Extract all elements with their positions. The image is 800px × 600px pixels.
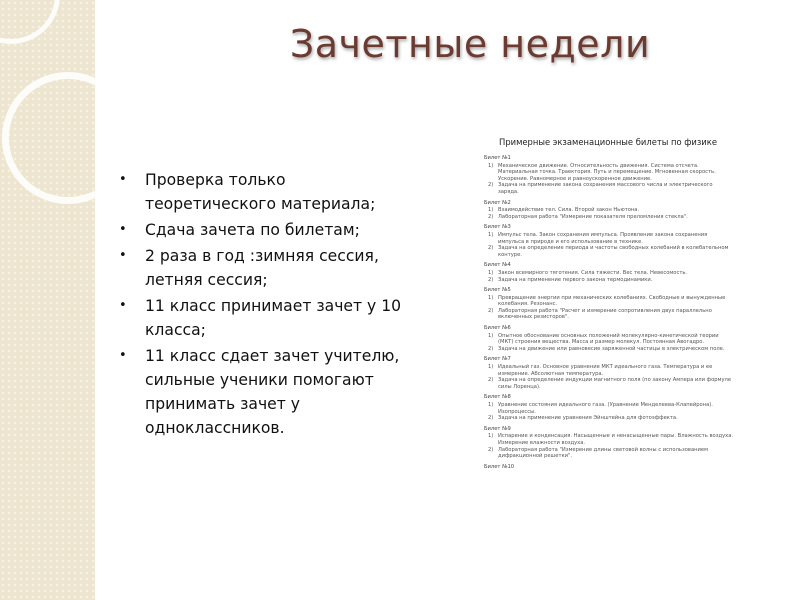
ticket-item-number: 2): [488, 213, 494, 220]
ticket-section: [482, 155, 734, 196]
ticket-item-number: 1): [488, 433, 494, 440]
ticket-item-number: 2): [488, 446, 494, 453]
bullet-item: [118, 344, 418, 440]
ticket-item-text: Превращение энергии при механических колебаниях. Свободные и вынужденные колебания. Резонанс.: [498, 294, 726, 308]
ticket-item-text: Задача на определение периода и частоты свободных колебаний в колебательном контуре.: [498, 245, 729, 258]
ticket-item: [488, 214, 734, 221]
ticket-item: [488, 415, 734, 422]
ticket-label: Билет №1: [484, 155, 511, 161]
ticket-item: [488, 232, 734, 245]
ticket-item-text: Лабораторная работа "Измерение показателя преломления стекла".: [498, 213, 688, 220]
bullet-item: [118, 218, 418, 242]
bullet-item: [118, 244, 418, 292]
bullet-icon: •: [119, 222, 127, 237]
ticket-item-text: Уравнение состояния идеального газа. (Уравнение Менделеева-Клапейрона). Изопроцессы.: [498, 402, 713, 415]
bullet-item: [118, 294, 418, 342]
bullet-text: 11 класс сдает зачет учителю, сильные ученики помогают принимать зачет у одноклассников.: [145, 347, 400, 437]
ticket-item-text: Импульс тела. Закон сохранения импульса. Проявление закона сохранения импульса в природе и его использование в технике.: [498, 231, 708, 245]
bullet-item: [118, 168, 418, 216]
ticket-section: [482, 262, 734, 283]
bullet-text: Сдача зачета по билетам;: [145, 221, 360, 239]
ticket-item-text: Взаимодействие тел. Сила. Второй закон Ньютона.: [498, 207, 640, 214]
decorative-ring-large: [2, 72, 134, 204]
ticket-item-number: 2): [488, 276, 494, 283]
ticket-item-text: Закон всемирного тяготения. Сила тяжести. Вес тела. Невесомость.: [498, 269, 688, 276]
ticket-item: [488, 364, 734, 377]
ticket-item-number: 1): [488, 231, 494, 238]
ticket-item-number: 1): [488, 207, 494, 214]
ticket-item-text: Задача на применение уравнения Эйнштейна для фотоэффекта.: [498, 415, 678, 422]
ticket-item-text: Лабораторная работа "Измерение длины световой волны с использованием дифракционной решетки".: [498, 446, 709, 460]
ticket-item-number: 2): [488, 307, 494, 314]
ticket-item-number: 1): [488, 402, 494, 408]
ticket-item-text: Опытное обоснование основных положений молекулярно-кинетической теории (МКТ) строения вещества. Масса и размер молекул. Постоянная Авогадро.: [498, 332, 719, 346]
ticket-label: Билет №5: [484, 287, 511, 294]
bullet-icon: •: [119, 348, 127, 363]
ticket-item: [488, 333, 734, 346]
ticket-item-text: Лабораторная работа "Расчет и измерение сопротивления двух параллельно включенных резисторов".: [498, 307, 712, 321]
ticket-item-number: 1): [488, 332, 494, 339]
exam-tickets-document-image: [482, 133, 734, 468]
ticket-label: Билет №2: [484, 199, 511, 206]
ticket-item-number: 2): [488, 377, 494, 384]
ticket-item: [488, 182, 734, 195]
ticket-section: [482, 394, 734, 421]
ticket-label: Билет №8: [484, 394, 511, 401]
ticket-item-number: 1): [488, 294, 494, 301]
document-body: [482, 155, 734, 468]
decorative-side-band: [0, 0, 95, 600]
ticket-item: [488, 308, 734, 321]
ticket-item-number: 2): [488, 345, 494, 352]
ticket-item-text: Задача на применение первого закона термодинамики.: [498, 276, 653, 283]
bullet-text: Проверка только теоретического материала;: [145, 171, 376, 213]
ticket-label: Билет №7: [484, 356, 511, 363]
bullet-text: 2 раза в год :зимняя сессия, летняя сессия;: [145, 247, 379, 289]
ticket-item-text: Механическое движение. Относительность движения. Система отсчета. Материальная точка. Траектория. Путь и перемещение. Мгновенная скорость. Ускорение. Равномерное и равноускоренное движение.: [498, 162, 716, 182]
bullet-icon: •: [119, 298, 127, 313]
ticket-item-number: 1): [488, 269, 494, 276]
ticket-item-number: 1): [488, 162, 494, 169]
ticket-item-text: Задача на движение или равновесие заряженной частицы в электрическом поле.: [498, 345, 725, 352]
ticket-label: Билет №3: [484, 224, 511, 231]
ticket-item: [488, 295, 734, 308]
ticket-item: [488, 433, 734, 446]
ticket-item: [488, 270, 734, 277]
ticket-section: [482, 200, 734, 221]
ticket-section: [482, 224, 734, 258]
document-title: Примерные экзаменационные билеты по физике: [499, 137, 717, 147]
ticket-section: [482, 464, 734, 468]
ticket-item: [488, 245, 734, 258]
ticket-label: Билет №6: [484, 325, 511, 332]
ticket-item: [488, 346, 734, 353]
bullet-icon: •: [119, 248, 127, 263]
ticket-item-text: Задача на применение закона сохранения массового числа и электрического заряда.: [498, 182, 713, 195]
ticket-item-text: Испарение и конденсация. Насыщенные и ненасыщенные пары. Влажность воздуха. Измерение влажности воздуха.: [498, 433, 734, 446]
ticket-item-text: Задача на определение индукции магнитного поля (по закону Ампера или формуле силы Лоренца).: [498, 377, 732, 390]
ticket-item: [488, 377, 734, 390]
ticket-section: [482, 356, 734, 390]
ticket-section: [482, 287, 734, 321]
ticket-item-number: 2): [488, 182, 494, 189]
ticket-item: [488, 277, 734, 284]
ticket-item: [488, 402, 734, 415]
ticket-section: [482, 426, 734, 460]
ticket-item-number: 2): [488, 245, 494, 252]
ticket-item-number: 1): [488, 364, 494, 371]
ticket-item: [488, 207, 734, 214]
ticket-item: [488, 447, 734, 460]
ticket-label: Билет №9: [484, 425, 511, 432]
ticket-label: Билет №10: [484, 463, 515, 468]
bullet-text: 11 класс принимает зачет у 10 класса;: [145, 297, 402, 339]
ticket-item-number: 2): [488, 415, 494, 422]
ticket-section: [482, 325, 734, 352]
ticket-label: Билет №4: [484, 262, 511, 269]
bullet-icon: •: [119, 172, 127, 187]
ticket-item-text: Идеальный газ. Основное уравнение МКТ идеального газа. Температура и ее измерение. Абсолютная температура.: [498, 364, 713, 377]
bullet-list: [118, 168, 418, 442]
slide-title: Зачетные недели: [289, 22, 651, 66]
ticket-item: [488, 163, 734, 183]
